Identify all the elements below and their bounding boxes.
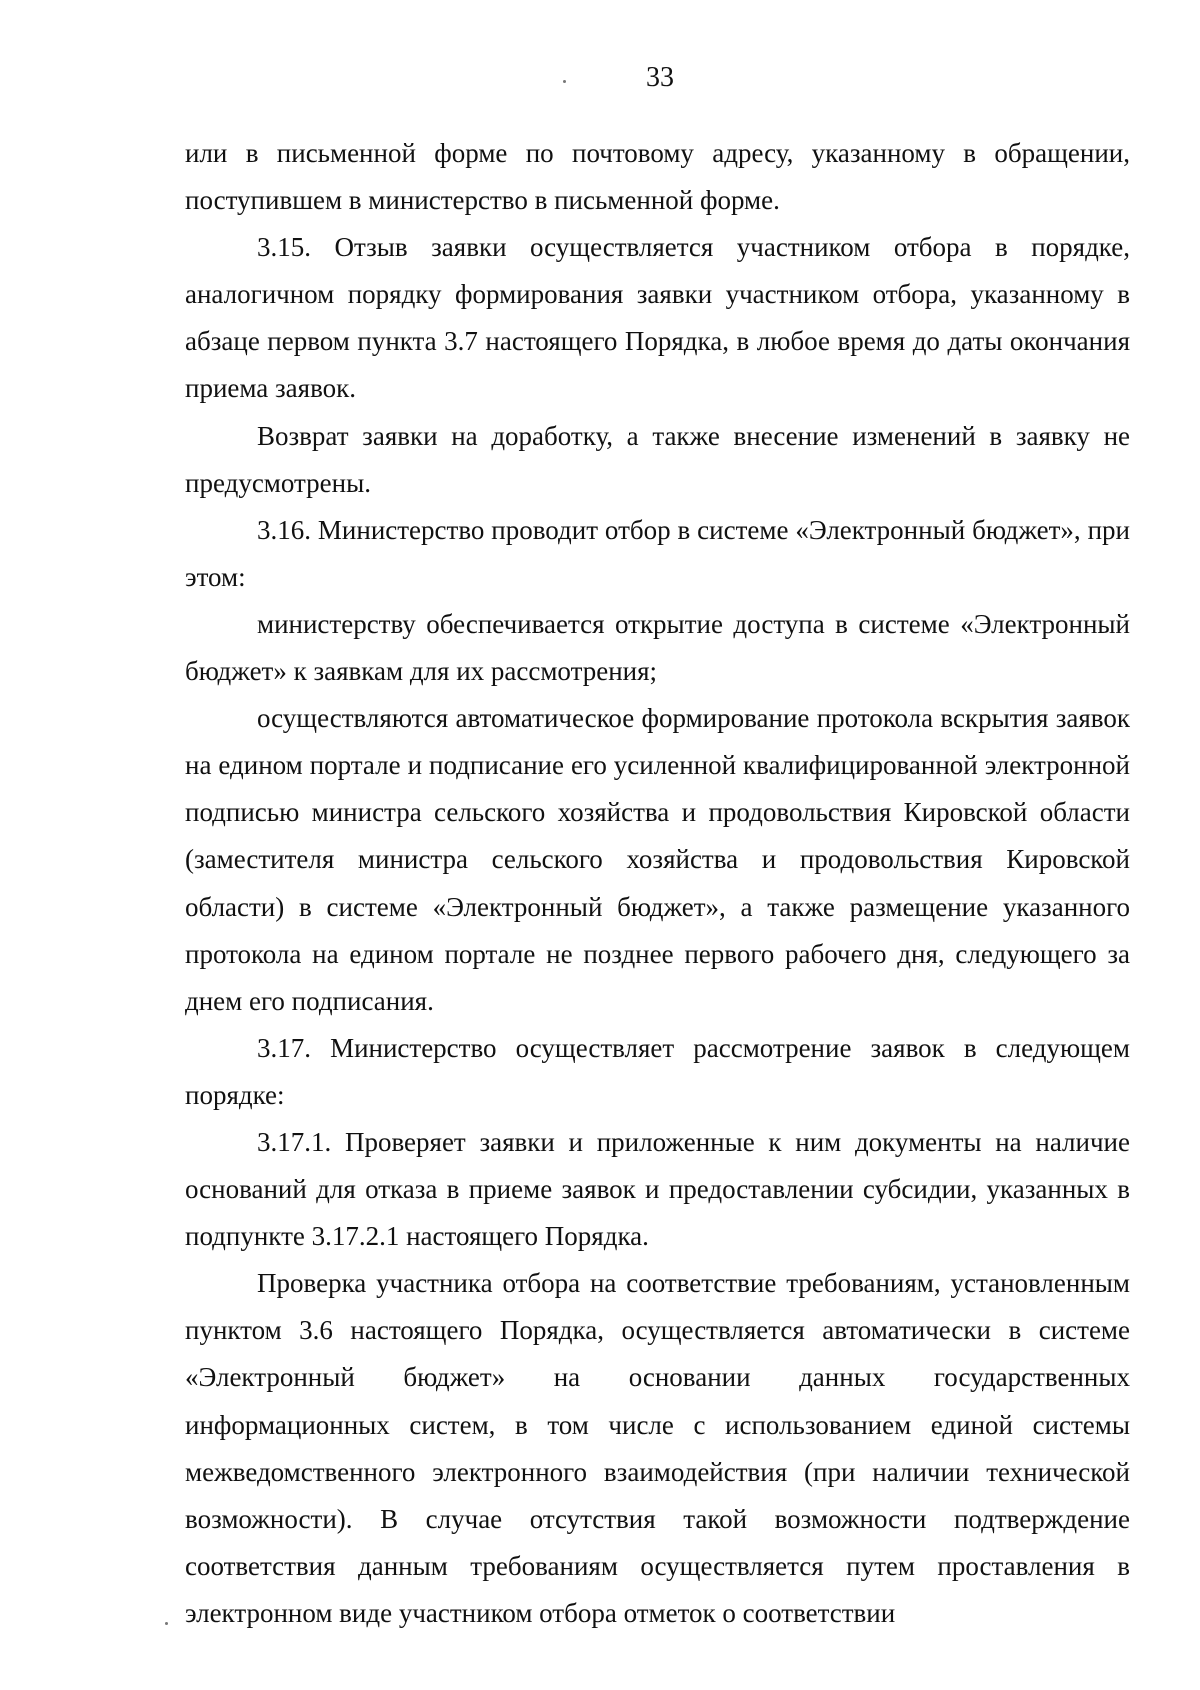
paragraph-protocol-formation: осуществляются автоматическое формирование протокола вскрытия заявок на едином портале и подписание его усиленной квалифицированной электронной подписью министра сельского хозяйства и продовольствия Кировской области (заместителя министра сельского хозяйства и продовольствия Кировской области) в системе «Электронный бюджет», а также размещение указанного протокола на едином портале не позднее первого рабочего дня, следующего за днем его подписания.: [185, 703, 1130, 1016]
document-body: [185, 130, 1130, 1637]
paragraph-3-15: 3.15. Отзыв заявки осуществляется участником отбора в порядке, аналогичном порядку формирования заявки участником отбора, указанному в абзаце первом пункта 3.7 настоящего Порядка, в любое время до даты окончания приема заявок.: [185, 232, 1130, 404]
paragraph-continuation: или в письменной форме по почтовому адресу, указанному в обращении, поступившем в министерство в письменной форме.: [185, 138, 1130, 216]
paragraph-verification: Проверка участника отбора на соответствие требованиям, установленным пунктом 3.6 настоящего Порядка, осуществляется автоматически в системе «Электронный бюджет» на основании данных государственных информационных систем, в том числе с использованием единой системы межведомственного электронного взаимодействия (при наличии технической возможности). В случае отсутствия такой возможности подтверждение соответствия данным требованиям осуществляется путем проставления в электронном виде участником отбора отметок о соответствии: [185, 1268, 1130, 1628]
paragraph-return-of-application: Возврат заявки на доработку, а также внесение изменений в заявку не предусмотрены.: [185, 420, 1130, 498]
paragraph-3-17-1: 3.17.1. Проверяет заявки и приложенные к ним документы на наличие оснований для отказа в приеме заявок и предоставлении субсидии, указанных в подпункте 3.17.2.1 настоящего Порядка.: [185, 1126, 1130, 1252]
scan-artifact-dot: [165, 1622, 168, 1625]
page-number: 33: [646, 62, 674, 93]
paragraph-3-16: 3.16. Министерство проводит отбор в системе «Электронный бюджет», при этом:: [185, 514, 1130, 592]
scan-artifact-dot: [563, 80, 566, 83]
paragraph-access-opening: министерству обеспечивается открытие доступа в системе «Электронный бюджет» к заявкам для их рассмотрения;: [185, 608, 1130, 687]
paragraph-3-17: 3.17. Министерство осуществляет рассмотрение заявок в следующем порядке:: [185, 1032, 1130, 1110]
